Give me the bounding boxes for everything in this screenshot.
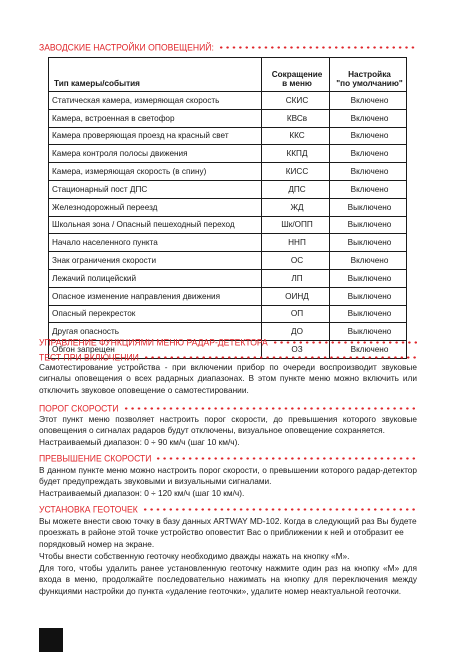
dotted-leader: [218, 46, 417, 49]
test-heading: [39, 352, 417, 362]
menu-functions-heading: [39, 337, 417, 347]
event-cell: Опасное изменение направления движения: [49, 287, 262, 305]
event-cell: Камера контроля полосы движения: [49, 145, 262, 163]
factory-settings-title: ЗАВОДСКИЕ НАСТРОЙКИ ОПОВЕЩЕНИЙ:: [39, 42, 214, 52]
event-cell: Другая опасность: [49, 323, 262, 341]
table-row: [49, 234, 407, 252]
page-corner-block: [39, 628, 63, 652]
value-cell: Выключено: [330, 234, 407, 252]
geopoint-description: Вы можете внести свою точку в базу данных ARTWAY MD-102. Когда в следующий раз Вы будете проезжать в районе этой точке устройство оповестит Вас о приближении к ней и отобразит ее порядковый номер на экране.: [39, 516, 417, 549]
dotted-leader: [123, 407, 417, 410]
value-cell: Включено: [330, 163, 407, 181]
event-cell: Начало населенного пункта: [49, 234, 262, 252]
abbr-cell: ОЗ: [262, 341, 330, 359]
header-default: Настройка "по умолчанию": [330, 58, 407, 92]
dotted-leader: [143, 356, 417, 359]
speed-threshold-range: Настраиваемый диапазон: 0 ÷ 90 км/ч (шаг 10 км/ч).: [39, 437, 240, 447]
abbr-cell: СКИС: [262, 92, 330, 110]
value-cell: Включено: [330, 127, 407, 145]
value-cell: Выключено: [330, 323, 407, 341]
value-cell: Включено: [330, 180, 407, 198]
abbr-cell: ДО: [262, 323, 330, 341]
geopoint-title: УСТАНОВКА ГЕОТОЧЕК: [39, 504, 138, 514]
table-row: [49, 198, 407, 216]
abbr-cell: ОИНД: [262, 287, 330, 305]
geopoint-add-instruction: Чтобы внести собственную геоточку необходимо дважды нажать на кнопку «М».: [39, 551, 350, 561]
value-cell: Включено: [330, 341, 407, 359]
dotted-leader: [155, 457, 417, 460]
table-row: [49, 269, 407, 287]
speed-excess-description: В данном пункте меню можно настроить порог скорости, о превышении которого радар-детектор будет предупреждать звуковыми и визуальными сигналами.: [39, 465, 417, 487]
dotted-leader: [272, 341, 417, 344]
abbr-cell: КИСС: [262, 163, 330, 181]
geopoint-delete-instruction: Для того, чтобы удалить ранее установленную геоточку нажмите один раз на кнопку «М» для входа в меню, продолжайте последовательно нажимать на кнопку для переключения между функциями настройки до пункта «удаление геоточки», удалите номер неактуальной геоточки.: [39, 563, 417, 596]
event-cell: Камера, встроенная в светофор: [49, 109, 262, 127]
event-cell: Лежачий полицейский: [49, 269, 262, 287]
value-cell: Выключено: [330, 305, 407, 323]
abbr-cell: ОС: [262, 252, 330, 270]
event-cell: Камера, измеряющая скорость (в спину): [49, 163, 262, 181]
speed-excess-range: Настраиваемый диапазон: 0 ÷ 120 км/ч (шаг 10 км/ч).: [39, 488, 245, 498]
event-cell: Камера проверяющая проезд на красный свет: [49, 127, 262, 145]
event-cell: Железнодорожный переезд: [49, 198, 262, 216]
speed-threshold-title: ПОРОГ СКОРОСТИ: [39, 403, 119, 413]
table-row: [49, 127, 407, 145]
table-row: [49, 252, 407, 270]
value-cell: Включено: [330, 252, 407, 270]
abbr-cell: Шк/ОПП: [262, 216, 330, 234]
value-cell: Выключено: [330, 216, 407, 234]
table-row: [49, 287, 407, 305]
table-row: [49, 216, 407, 234]
table-row: [49, 145, 407, 163]
table-row: [49, 92, 407, 110]
table-row: [49, 180, 407, 198]
event-cell: Обгон запрещен: [49, 341, 262, 359]
table-row: [49, 305, 407, 323]
table-header-row: [49, 58, 407, 92]
abbr-cell: ДПС: [262, 180, 330, 198]
abbr-cell: ЛП: [262, 269, 330, 287]
abbr-cell: ККС: [262, 127, 330, 145]
header-abbreviation: Сокращение в меню: [262, 58, 330, 92]
abbr-cell: ОП: [262, 305, 330, 323]
event-cell: Школьная зона / Опасный пешеходный переход: [49, 216, 262, 234]
value-cell: Выключено: [330, 198, 407, 216]
abbr-cell: ККПД: [262, 145, 330, 163]
value-cell: Выключено: [330, 269, 407, 287]
menu-functions-title: УПРАВЛЕНИЕ ФУНКЦИЯМИ МЕНЮ РАДАР-ДЕТЕКТОРА: [39, 337, 268, 347]
speed-excess-heading: [39, 453, 417, 463]
dotted-leader: [142, 508, 417, 511]
table-row: [49, 109, 407, 127]
value-cell: Включено: [330, 92, 407, 110]
speed-threshold-heading: [39, 403, 417, 413]
alert-settings-table: [48, 57, 407, 359]
table-row: [49, 163, 407, 181]
event-cell: Стационарный пост ДПС: [49, 180, 262, 198]
test-description: Самотестирование устройства - при включении прибор по очереди воспроизводит звуковые сигналы оповещения о всех радарных диапазонах. В этом пункте меню можно включить или отключить звуковое оповещение о самотестировании.: [39, 362, 417, 395]
test-title: ТЕСТ ПРИ ВКЛЮЧЕНИИ: [39, 352, 139, 362]
factory-settings-heading: [39, 42, 417, 52]
event-cell: Опасный перекресток: [49, 305, 262, 323]
event-cell: Статическая камера, измеряющая скорость: [49, 92, 262, 110]
abbr-cell: ЖД: [262, 198, 330, 216]
header-event-type: Тип камеры/события: [49, 58, 262, 92]
abbr-cell: ННП: [262, 234, 330, 252]
value-cell: Выключено: [330, 287, 407, 305]
speed-threshold-description: Этот пункт меню позволяет настроить порог скорости, до превышения которого звуковые оповещения о сигналах радаров будут отключены, визуальное оповещение сохраняется.: [39, 414, 417, 436]
geopoint-heading: [39, 504, 417, 514]
event-cell: Знак ограничения скорости: [49, 252, 262, 270]
speed-excess-title: ПРЕВЫШЕНИЕ СКОРОСТИ: [39, 453, 152, 463]
value-cell: Включено: [330, 109, 407, 127]
abbr-cell: КВСв: [262, 109, 330, 127]
value-cell: Включено: [330, 145, 407, 163]
